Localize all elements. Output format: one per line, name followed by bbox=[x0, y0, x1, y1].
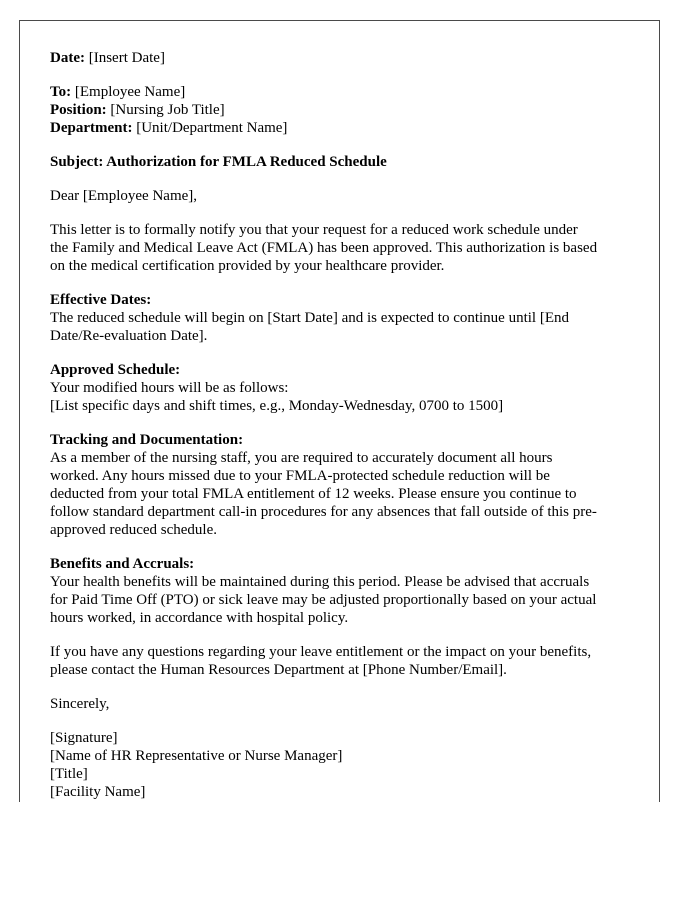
tracking-line: approved reduced schedule. bbox=[50, 522, 218, 538]
salutation bbox=[50, 187, 650, 205]
closing bbox=[50, 695, 650, 713]
facility-name: [Facility Name] bbox=[50, 784, 146, 800]
benefits-section bbox=[50, 555, 650, 627]
tracking-section bbox=[50, 431, 650, 539]
contact-line: please contact the Human Resources Department at [Phone Number/Email]. bbox=[50, 662, 507, 678]
position-value: [Nursing Job Title] bbox=[110, 102, 225, 118]
to-value: [Employee Name] bbox=[74, 84, 186, 100]
subject-text: Authorization for FMLA Reduced Schedule bbox=[106, 154, 387, 170]
intro-line: the Family and Medical Leave Act (FMLA) has been approved. This authorization is based bbox=[50, 240, 598, 256]
signature-block bbox=[50, 729, 650, 801]
tracking-line: As a member of the nursing staff, you are required to accurately document all hours bbox=[50, 450, 553, 466]
department-label: Department: bbox=[50, 120, 133, 136]
intro-line: on the medical certification provided by your healthcare provider. bbox=[50, 258, 445, 274]
tracking-line: deducted from your total FMLA entitlement of 12 weeks. Please ensure you continue to bbox=[50, 486, 577, 502]
department-line bbox=[50, 119, 650, 137]
position-label: Position: bbox=[50, 102, 107, 118]
benefits-line: hours worked, in accordance with hospital policy. bbox=[50, 610, 349, 626]
approved-schedule-section bbox=[50, 361, 650, 415]
benefits-line: for Paid Time Off (PTO) or sick leave may be adjusted proportionally based on your actual bbox=[50, 592, 597, 608]
contact-line: If you have any questions regarding your leave entitlement or the impact on your benefits, bbox=[50, 644, 592, 660]
letter-page bbox=[19, 20, 660, 802]
effective-dates-section bbox=[50, 291, 650, 345]
tracking-line: follow standard department call-in procedures for any absences that fall outside of this pre- bbox=[50, 504, 597, 520]
department-value: [Unit/Department Name] bbox=[136, 120, 288, 136]
intro-line: This letter is to formally notify you that your request for a reduced work schedule under bbox=[50, 222, 578, 238]
approved-schedule-heading: Approved Schedule: bbox=[50, 362, 181, 378]
benefits-line: Your health benefits will be maintained during this period. Please be advised that accruals bbox=[50, 574, 590, 590]
signer-title: [Title] bbox=[50, 766, 88, 782]
signer-name: [Name of HR Representative or Nurse Manager] bbox=[50, 748, 343, 764]
tracking-line: worked. Any hours missed due to your FMLA-protected schedule reduction will be bbox=[50, 468, 550, 484]
to-line bbox=[50, 83, 650, 101]
approved-schedule-line: [List specific days and shift times, e.g., Monday-Wednesday, 0700 to 1500] bbox=[50, 398, 504, 414]
to-label: To: bbox=[50, 84, 72, 100]
subject-line bbox=[50, 153, 650, 171]
closing-text: Sincerely, bbox=[50, 696, 110, 712]
effective-dates-heading: Effective Dates: bbox=[50, 292, 152, 308]
contact-paragraph bbox=[50, 643, 650, 679]
benefits-heading: Benefits and Accruals: bbox=[50, 556, 195, 572]
salutation-text: Dear [Employee Name], bbox=[50, 188, 198, 204]
tracking-heading: Tracking and Documentation: bbox=[50, 432, 244, 448]
date-value: [Insert Date] bbox=[88, 50, 165, 66]
date-label: Date: bbox=[50, 50, 85, 66]
letter-content bbox=[50, 49, 650, 801]
signature-placeholder: [Signature] bbox=[50, 730, 118, 746]
position-line bbox=[50, 101, 650, 119]
intro-paragraph bbox=[50, 221, 650, 275]
date-line bbox=[50, 49, 650, 67]
effective-dates-line: The reduced schedule will begin on [Start Date] and is expected to continue until [End bbox=[50, 310, 570, 326]
subject-label: Subject: bbox=[50, 154, 104, 170]
recipient-block bbox=[50, 83, 650, 137]
approved-schedule-line: Your modified hours will be as follows: bbox=[50, 380, 289, 396]
effective-dates-line: Date/Re-evaluation Date]. bbox=[50, 328, 208, 344]
